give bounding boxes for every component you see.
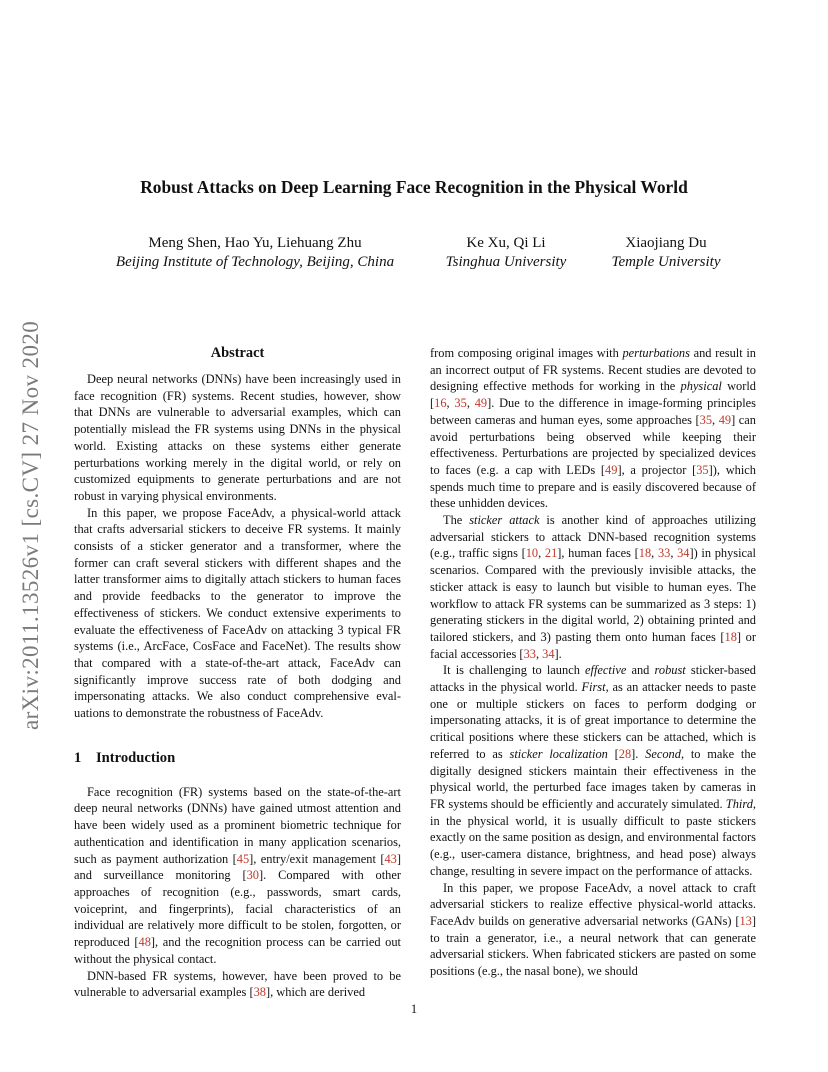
citation-link[interactable]: 48 [138,935,151,950]
page-number: 1 [410,1002,418,1016]
citation-link[interactable]: 30 [246,868,259,883]
author-names: Ke Xu, Qi Li [466,235,546,251]
right-column [430,345,756,980]
author-block-3 [604,234,728,272]
citation-link[interactable]: 18 [638,546,652,561]
section-title: Introduction [96,749,176,766]
body-paragraph: from composing original images with perturbations and result in an incorrect output of FR systems. Recent studies are devoted to designing effective methods for working in the physical world [16, 35, 49]. Due to the difference in image-forming principles between cameras and human eyes, some approaches [35, 49] can avoid perturbations being observed while keeping their effectiveness. Perturbations are projected by specialized devices to faces (e.g. a cap with LEDs [49], a projector [35]), which spends much time to prepare and is easily discovered because of these unhidden devices. [430,346,757,511]
citation-link[interactable]: 43 [384,851,397,866]
intro-paragraph: Face recognition (FR) systems based on the state-of-the-art deep neural networks (DNNs) have gained utmost attention and have been widely used as a prominent biometric technique for authentication and identification in many application scenarios, such as payment authorization [45], entry/exit management [43] and surveillance monitoring [30]. Compared with other approaches of recognition (e.g., passwords, smart cards, voiceprint, and fingerprints), facial characteristics of an individual are relatively more difficult to be stolen, forgotten, or reproduced [48], and the recognition process can be carried out without the physical contact. [74,784,401,966]
author-affiliation: Tsinghua University [445,254,567,270]
citation-link[interactable]: 38 [253,985,266,1000]
author-block-1 [104,234,406,272]
citation-link[interactable]: 35 [699,412,713,427]
citation-link[interactable]: 33 [523,646,536,661]
author-names: Meng Shen, Hao Yu, Liehuang Zhu [148,235,362,251]
body-paragraph: The sticker attack is another kind of approaches utilizing adversarial stickers to attack DNN-based recognition systems (e.g., traffic signs [10, 21], human faces [18, 33, 34]) in physical scenarios. Compared with the previously invisible attacks, the sticker attack is easy to launch but visible to human eyes. The workflow to attack FR systems can be summarized as 3 steps: 1) generating stickers in the digital world, 2) obtaining printed and tailored stickers, and 3) pasting them onto human faces [18] or facial accessories [33, 34]. [430,513,756,661]
author-names: Xiaojiang Du [625,235,707,251]
citation-link[interactable]: 49 [474,396,488,411]
citation-link[interactable]: 45 [236,851,250,866]
abstract-heading: Abstract [210,345,265,361]
citation-link[interactable]: 49 [718,412,732,427]
citation-link[interactable]: 21 [544,546,558,561]
arxiv-identifier: arXiv:2011.13526v1 [cs.CV] 27 Nov 2020 [18,320,43,730]
citation-link[interactable]: 28 [618,746,632,761]
author-affiliation: Beijing Institute of Technology, Beijing, China [115,254,395,270]
author-affiliation: Temple University [611,254,721,270]
section-heading [74,750,401,767]
citation-link[interactable]: 34 [542,646,555,661]
citation-link[interactable]: 18 [724,629,737,644]
citation-link[interactable]: 35 [696,462,709,477]
body-paragraph: It is challenging to launch effective and robust sticker-based attacks in the physical world. First, as an attacker needs to paste one or multiple stickers on faces to perform dodging or impersonating attacks, it is of great importance to determine the critical positions where these stickers can be attached, which is referred to as sticker localization [28]. Second, to make the digitally designed stickers maintain their effectiveness in the physical world, the perturbed face images taken by cameras in FR systems should be efficiently and accurately simulated. Third, in the physical world, it is usually difficult to paste stickers exactly on the same position as design, and environmental factors (e.g., user-camera distance, brightness, and head pose) always change, resulting in severe impact on the performance of attacks. [430,663,757,878]
citation-link[interactable]: 34 [677,546,690,561]
left-column [74,345,401,1001]
intro-paragraph: DNN-based FR systems, however, have been proved to be vulnerable to adversarial examples [38], which are derived [74,968,401,1000]
paper-title: Robust Attacks on Deep Learning Face Recognition in the Physical World [140,177,688,197]
citation-link[interactable]: 13 [739,913,752,928]
abstract-paragraph: Deep neural networks (DNNs) have been increasingly used in face recognition (FR) systems. Recent studies, however, show that DNNs are vulnerable to adversarial examples, which can potentially mislead the FR systems using DNNs in the physical world. Existing attacks on these systems either generate perturbations working merely in the digital world, or rely on customized equipments to generate perturbations and are not robust in varying physical environments. [74,372,401,503]
citation-link[interactable]: 16 [434,396,447,411]
citation-link[interactable]: 49 [605,462,618,477]
body-paragraph: In this paper, we propose FaceAdv, a novel attack to craft adversarial stickers to realize effective physical-world attacks. FaceAdv builds on generative adversarial networks (GANs) [13] to train a generator, i.e., a neural network that can generate adversarial stickers. When fabricated stickers are pasted on some positions (e.g., the nasal bone), we should [430,880,756,979]
citation-link[interactable]: 35 [454,396,467,411]
section-number: 1 [74,749,82,766]
citation-link[interactable]: 33 [657,546,671,561]
citation-link[interactable]: 10 [525,546,539,561]
abstract-paragraph: In this paper, we propose FaceAdv, a physical-world attack that crafts adversarial stickers to deceive FR systems. It mainly consists of a sticker generator and a transformer, where the former can craft several stickers with different shapes and the latter transformer aims to digitally attach stickers to human faces and provide feedbacks to the generator to improve the effectiveness of stickers. We conduct extensive experiments to evaluate the effectiveness of FaceAdv on attacking 3 typical FR systems (i.e., ArcFace, CosFace and FaceNet). The results show that compared with a state-of-the-art attack, FaceAdv can significantly improve success rate of both dodging and impersonating attacks. We also conduct comprehensive evaluations to demonstrate the robustness of FaceAdv. [74,505,401,721]
author-block-2 [436,234,576,272]
